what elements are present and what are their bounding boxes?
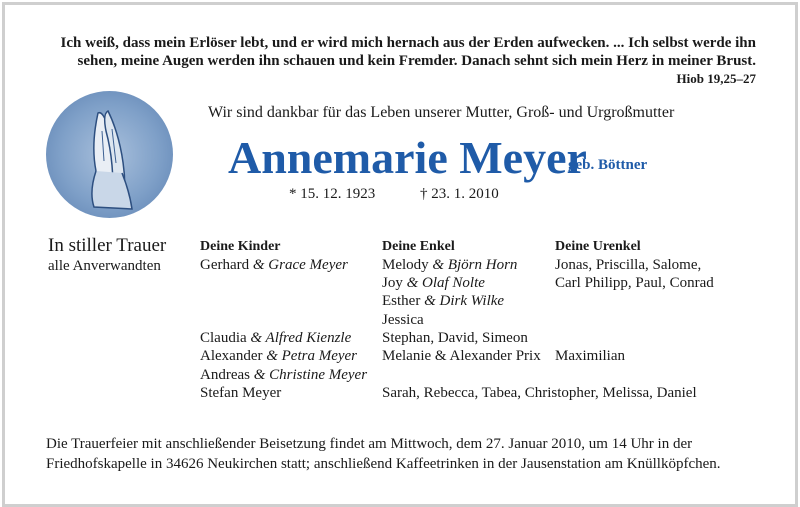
list-item: Jonas, Priscilla, Salome, [555,257,702,273]
list-item: Claudia & Alfred Kienzle [200,330,352,346]
list-item: Alexander & Petra Meyer [200,348,358,364]
bible-verse [36,34,756,87]
column-header-enkel: Deine Enkel [382,239,455,254]
column-header-kinder: Deine Kinder [200,239,281,254]
death-date: † 23. 1. 2010 [420,186,499,202]
list-item: Joy & Olaf Nolte [382,275,485,291]
list-item: Andreas & Christine Meyer [200,367,368,383]
list-item: Sarah, Rebecca, Tabea, Christopher, Melissa, Daniel [382,385,697,401]
list-item: Carl Philipp, Paul, Conrad [555,275,714,291]
column-header-urenkel: Deine Urenkel [555,239,641,254]
funeral-information: Die Trauerfeier mit anschließender Beisetzung findet am Mittwoch, dem 27. Januar 2010, um 14 Uhr in der Friedhofskapelle in 34626 Neukirchen statt; anschließend Kaffeetrinken in der Jausenstation am Knüllköpfchen. [46,436,721,472]
list-item: Stephan, David, Simeon [382,330,528,346]
mourning-subline: alle Anverwandten [48,258,161,274]
verse-reference: Hiob 19,25–27 [676,71,756,86]
list-item: Maximilian [555,348,625,364]
praying-hands-icon [46,91,173,218]
list-item: Stefan Meyer [200,385,282,401]
list-item: Esther & Dirk Wilke [382,293,505,309]
list-item: Melody & Björn Horn [382,257,518,273]
intro-text: Wir sind dankbar für das Leben unserer Mutter, Groß- und Urgroßmutter [208,104,675,121]
mourning-heading: In stiller Trauer [48,235,167,256]
list-item: Melanie & Alexander Prix [382,348,541,364]
birth-date: * 15. 12. 1923 [289,186,376,202]
list-item: Jessica [382,312,424,328]
verse-text: Ich weiß, dass mein Erlöser lebt, und er wird mich hernach aus der Erden aufwecken. ... Ich selbst werde ihn sehen, meine Augen werden ihn schauen und kein Fremder. Danach sehnt sich mein Herz in meiner Brust. [60,35,756,69]
list-item: Gerhard & Grace Meyer [200,257,348,273]
deceased-name: Annemarie Meyer [228,132,587,183]
maiden-name: geb. Böttner [568,157,648,173]
